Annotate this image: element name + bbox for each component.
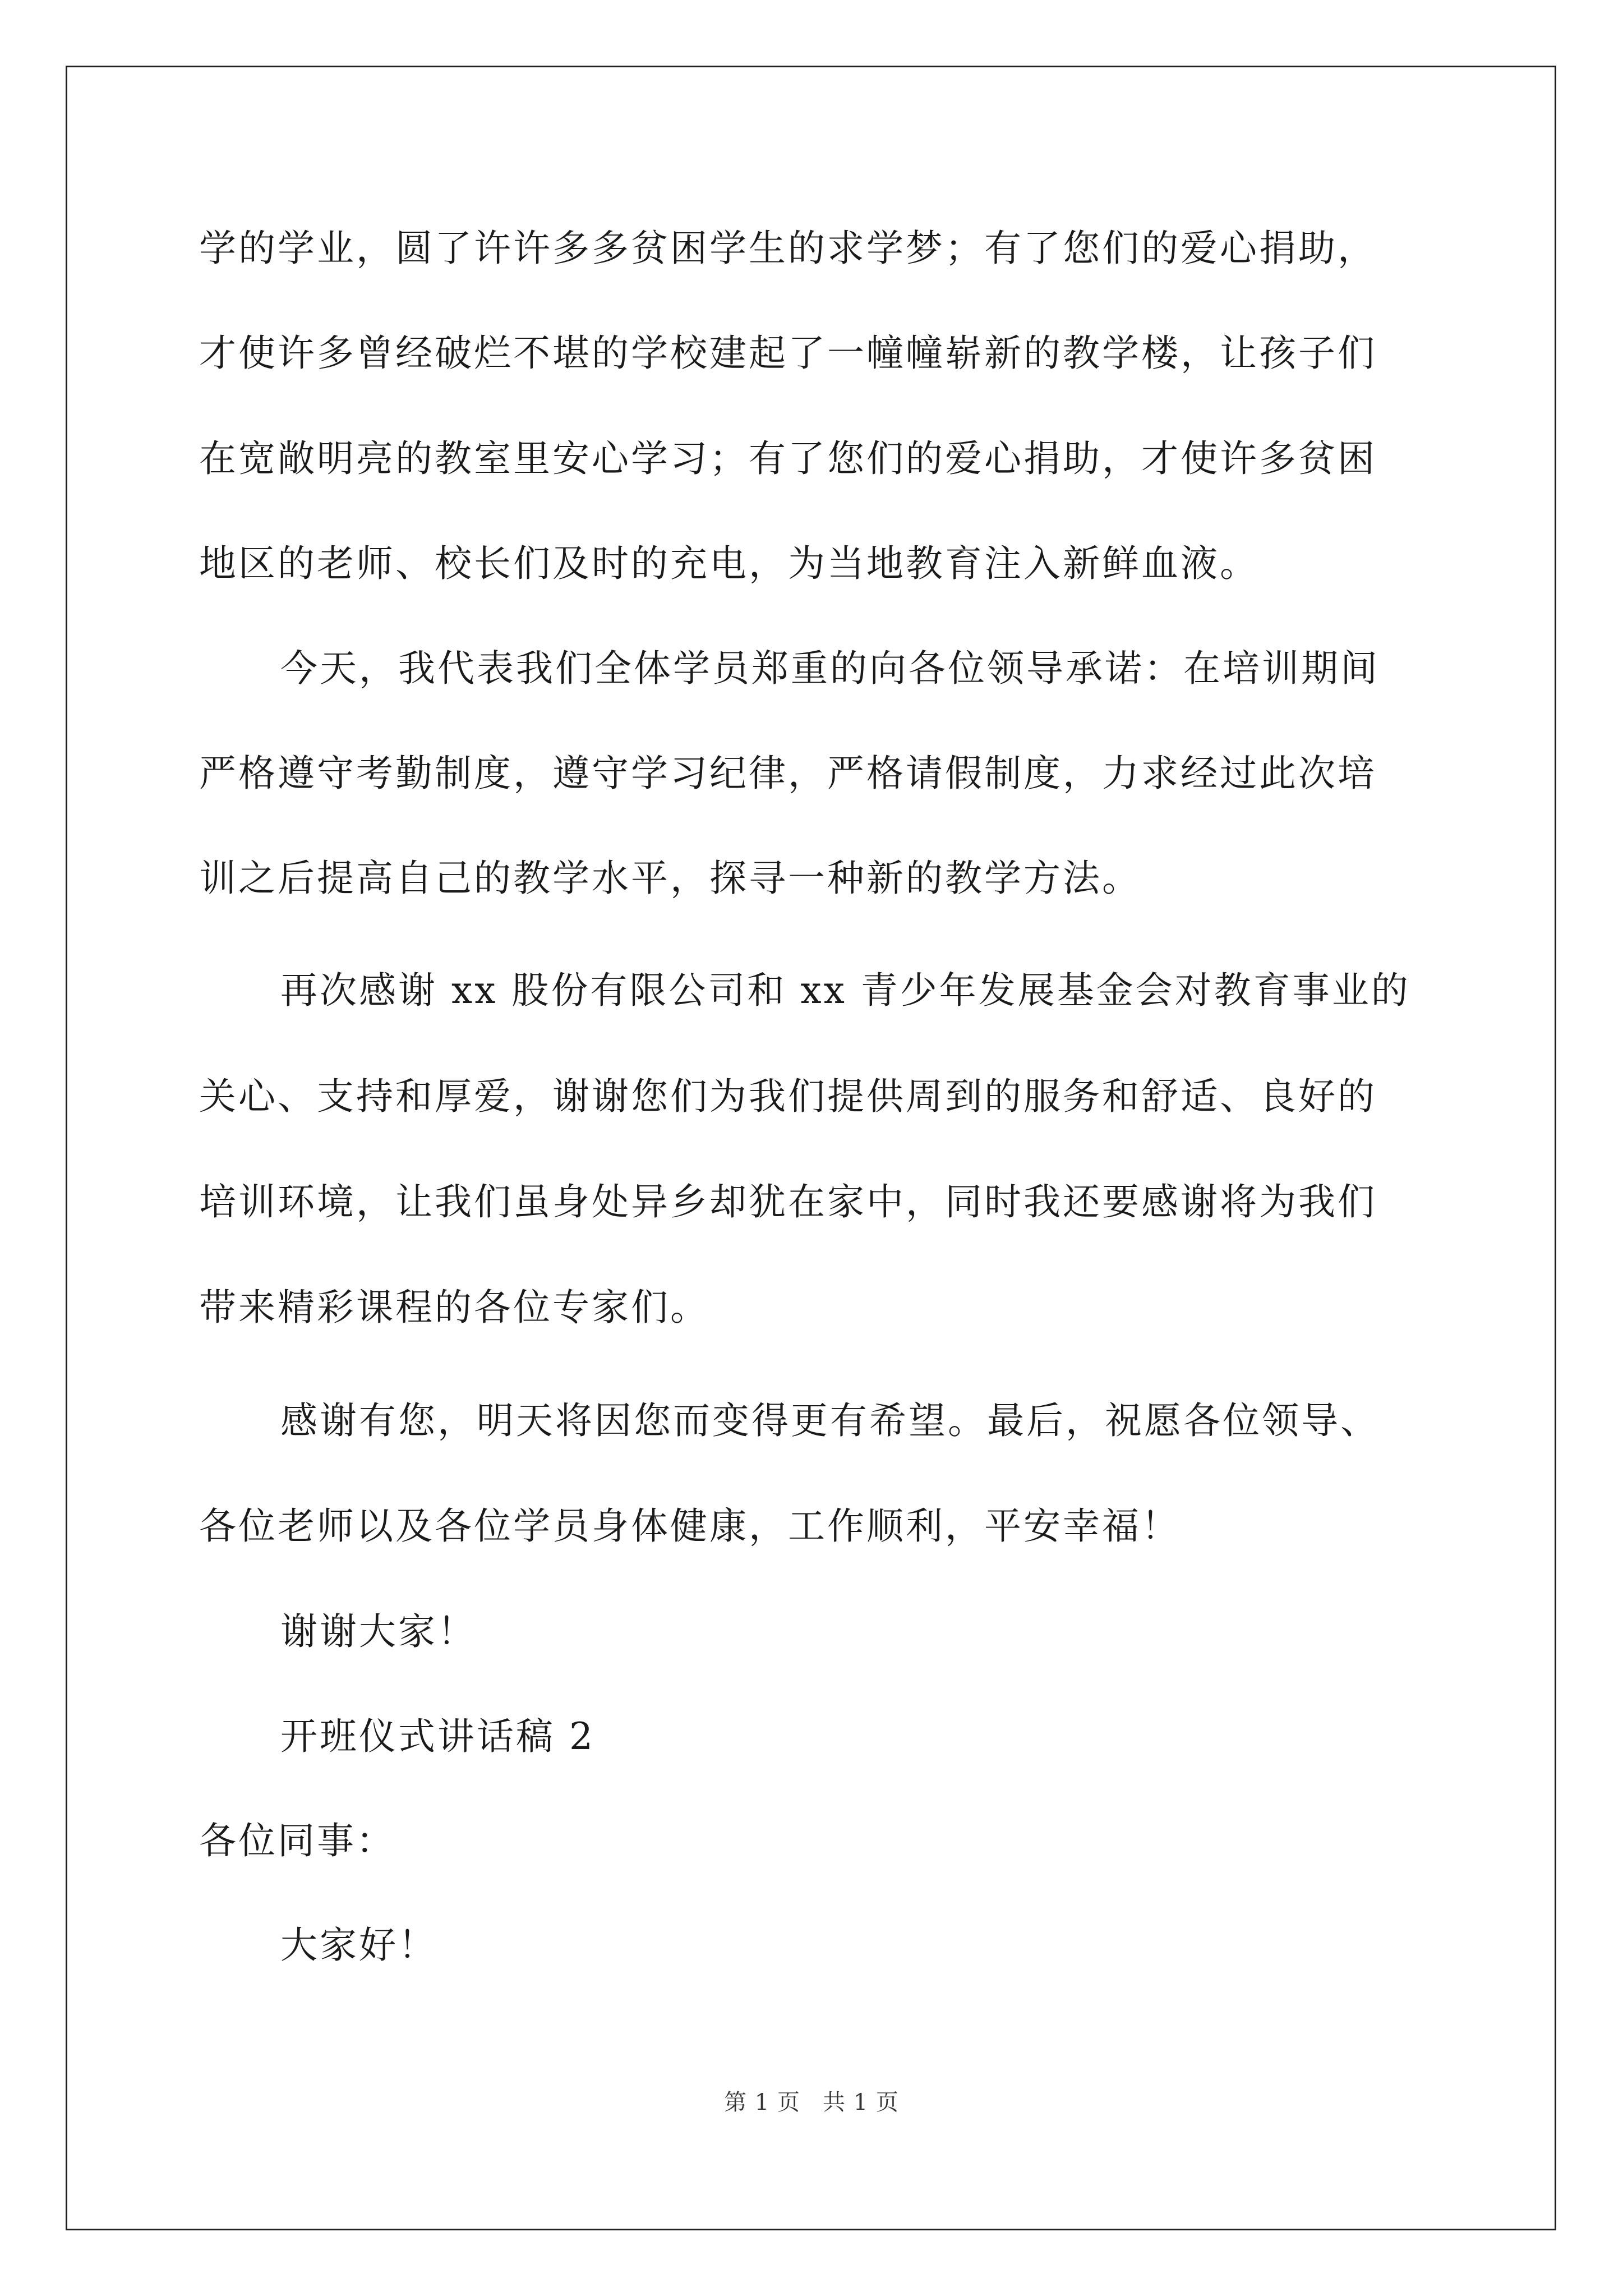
text-line: 才使许多曾经破烂不堪的学校建起了一幢幢崭新的教学楼，让孩子们 [199, 332, 1377, 375]
section-title: 开班仪式讲话稿 2 [280, 1715, 595, 1758]
text-line: 带来精彩课程的各位专家们。 [199, 1286, 709, 1329]
text-line: 培训环境，让我们虽身处异乡却犹在家中，同时我还要感谢将为我们 [199, 1180, 1377, 1223]
text-line: 各位老师以及各位学员身体健康，工作顺利，平安幸福！ [199, 1504, 1181, 1548]
text-line: 感谢有您，明天将因您而变得更有希望。最后，祝愿各位领导、 [280, 1399, 1380, 1442]
text-line: 严格遵守考勤制度，遵守学习纪律，严格请假制度，力求经过此次培 [199, 752, 1377, 795]
page-footer [0, 2091, 1623, 2114]
text-line: 再次感谢 xx 股份有限公司和 xx 青少年发展基金会对教育事业的 [280, 969, 1410, 1012]
greeting: 大家好！ [280, 1924, 437, 1967]
text-line: 在宽敞明亮的教室里安心学习；有了您们的爱心捐助，才使许多贫困 [199, 437, 1377, 480]
page-total: 共 1 页 [823, 2090, 899, 2115]
text-line: 学的学业，圆了许许多多贫困学生的求学梦；有了您们的爱心捐助， [199, 227, 1377, 270]
text-line: 关心、支持和厚爱，谢谢您们为我们提供周到的服务和舒适、良好的 [199, 1075, 1377, 1118]
salutation: 各位同事： [199, 1819, 395, 1862]
closing-line: 谢谢大家！ [280, 1610, 477, 1653]
page-number: 第 1 页 [724, 2090, 800, 2115]
text-line: 今天，我代表我们全体学员郑重的向各位领导承诺：在培训期间 [280, 647, 1380, 690]
text-line: 地区的老师、校长们及时的充电，为当地教育注入新鲜血液。 [199, 542, 1259, 585]
page-frame [66, 66, 1556, 2230]
text-line: 训之后提高自己的教学水平，探寻一种新的教学方法。 [199, 857, 1141, 900]
